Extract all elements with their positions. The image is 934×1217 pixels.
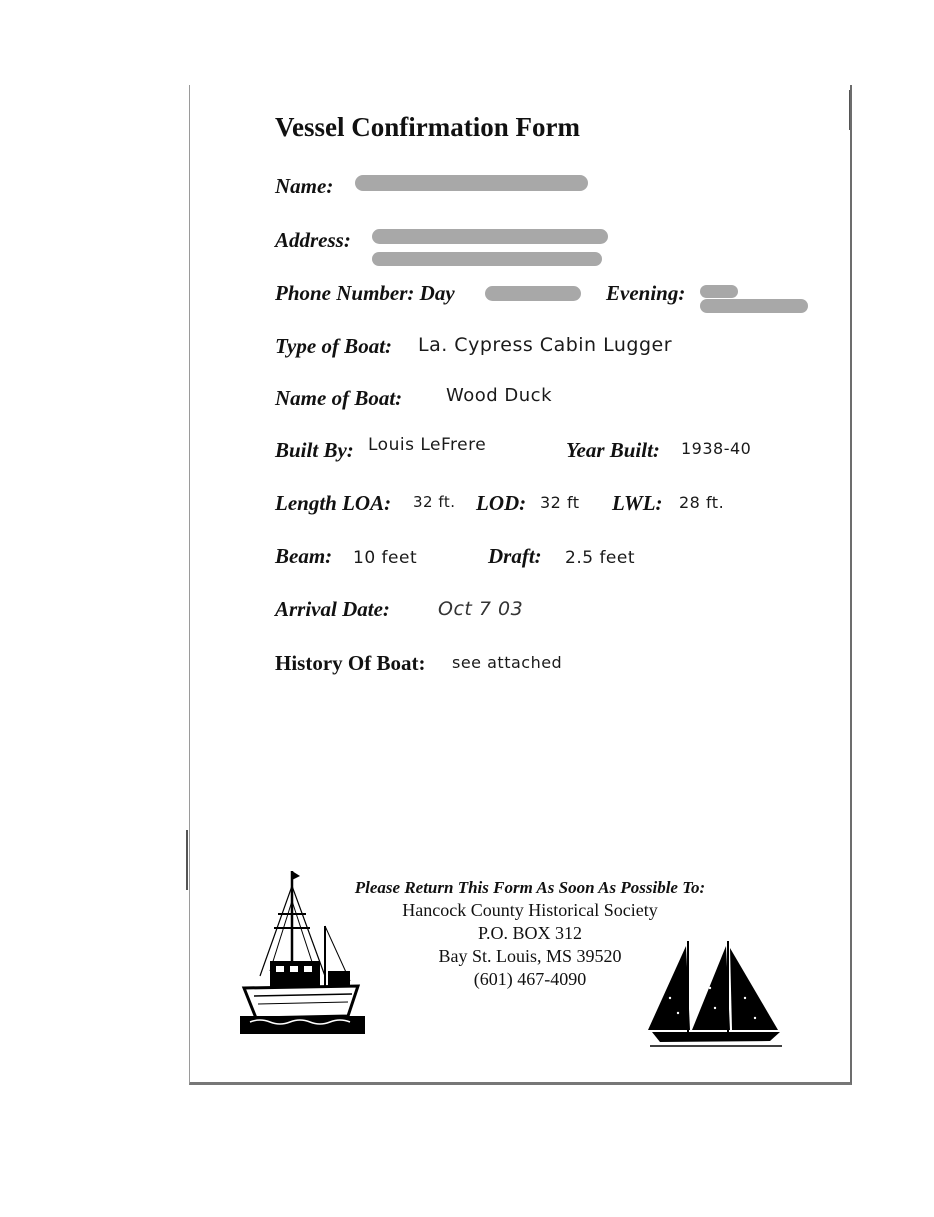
draft-label: Draft: bbox=[488, 544, 542, 568]
city-state-zip: Bay St. Louis, MS 39520 bbox=[438, 946, 622, 966]
phone-evening-label: Evening: bbox=[606, 281, 686, 305]
built-by-value: Louis LeFrere bbox=[368, 435, 487, 455]
address-redaction-line1 bbox=[372, 229, 608, 244]
draft-value: 2.5 feet bbox=[565, 548, 636, 568]
name-of-boat-label: Name of Boat: bbox=[275, 386, 403, 410]
arrival-date-value: Oct 7 03 bbox=[438, 598, 524, 620]
lod-value: 32 ft bbox=[540, 493, 580, 512]
name-of-boat-value: Wood Duck bbox=[446, 385, 553, 406]
address-redaction-line2 bbox=[372, 252, 602, 266]
beam-label: Beam: bbox=[275, 544, 333, 568]
org-name: Hancock County Historical Society bbox=[402, 900, 658, 920]
type-of-boat-label: Type of Boat: bbox=[275, 334, 393, 358]
phone-day-redaction bbox=[485, 286, 581, 301]
po-box: P.O. BOX 312 bbox=[477, 923, 583, 943]
lwl-label: LWL: bbox=[612, 491, 663, 515]
lwl-value: 28 ft. bbox=[679, 493, 725, 512]
type-of-boat-value: La. Cypress Cabin Lugger bbox=[418, 334, 673, 356]
fishing-trawler-icon bbox=[240, 866, 365, 1041]
year-built-value: 1938-40 bbox=[681, 439, 752, 458]
org-phone: (601) 467-4090 bbox=[473, 969, 587, 989]
scan-edge-left bbox=[186, 830, 188, 890]
name-label: Name: bbox=[275, 174, 334, 198]
lod-label: LOD: bbox=[476, 491, 527, 515]
built-by-label: Built By: bbox=[275, 438, 354, 462]
history-value: see attached bbox=[452, 653, 563, 672]
name-redaction bbox=[355, 175, 588, 191]
phone-evening-redaction-2 bbox=[700, 299, 808, 313]
address-label: Address: bbox=[275, 228, 351, 252]
length-loa-label: Length LOA: bbox=[275, 491, 392, 515]
phone-evening-redaction-1 bbox=[700, 285, 738, 298]
phone-day-label: Phone Number: Day bbox=[275, 281, 455, 305]
length-loa-value: 32 ft. bbox=[413, 493, 456, 511]
beam-value: 10 feet bbox=[353, 548, 418, 568]
history-label: History Of Boat: bbox=[275, 651, 426, 675]
arrival-date-label: Arrival Date: bbox=[275, 597, 390, 621]
form-title: Vessel Confirmation Form bbox=[275, 112, 580, 142]
return-request-text: Please Return This Form As Soon As Possible To: bbox=[354, 878, 706, 897]
year-built-label: Year Built: bbox=[566, 438, 660, 462]
schooner-sailboat-icon bbox=[640, 938, 785, 1053]
